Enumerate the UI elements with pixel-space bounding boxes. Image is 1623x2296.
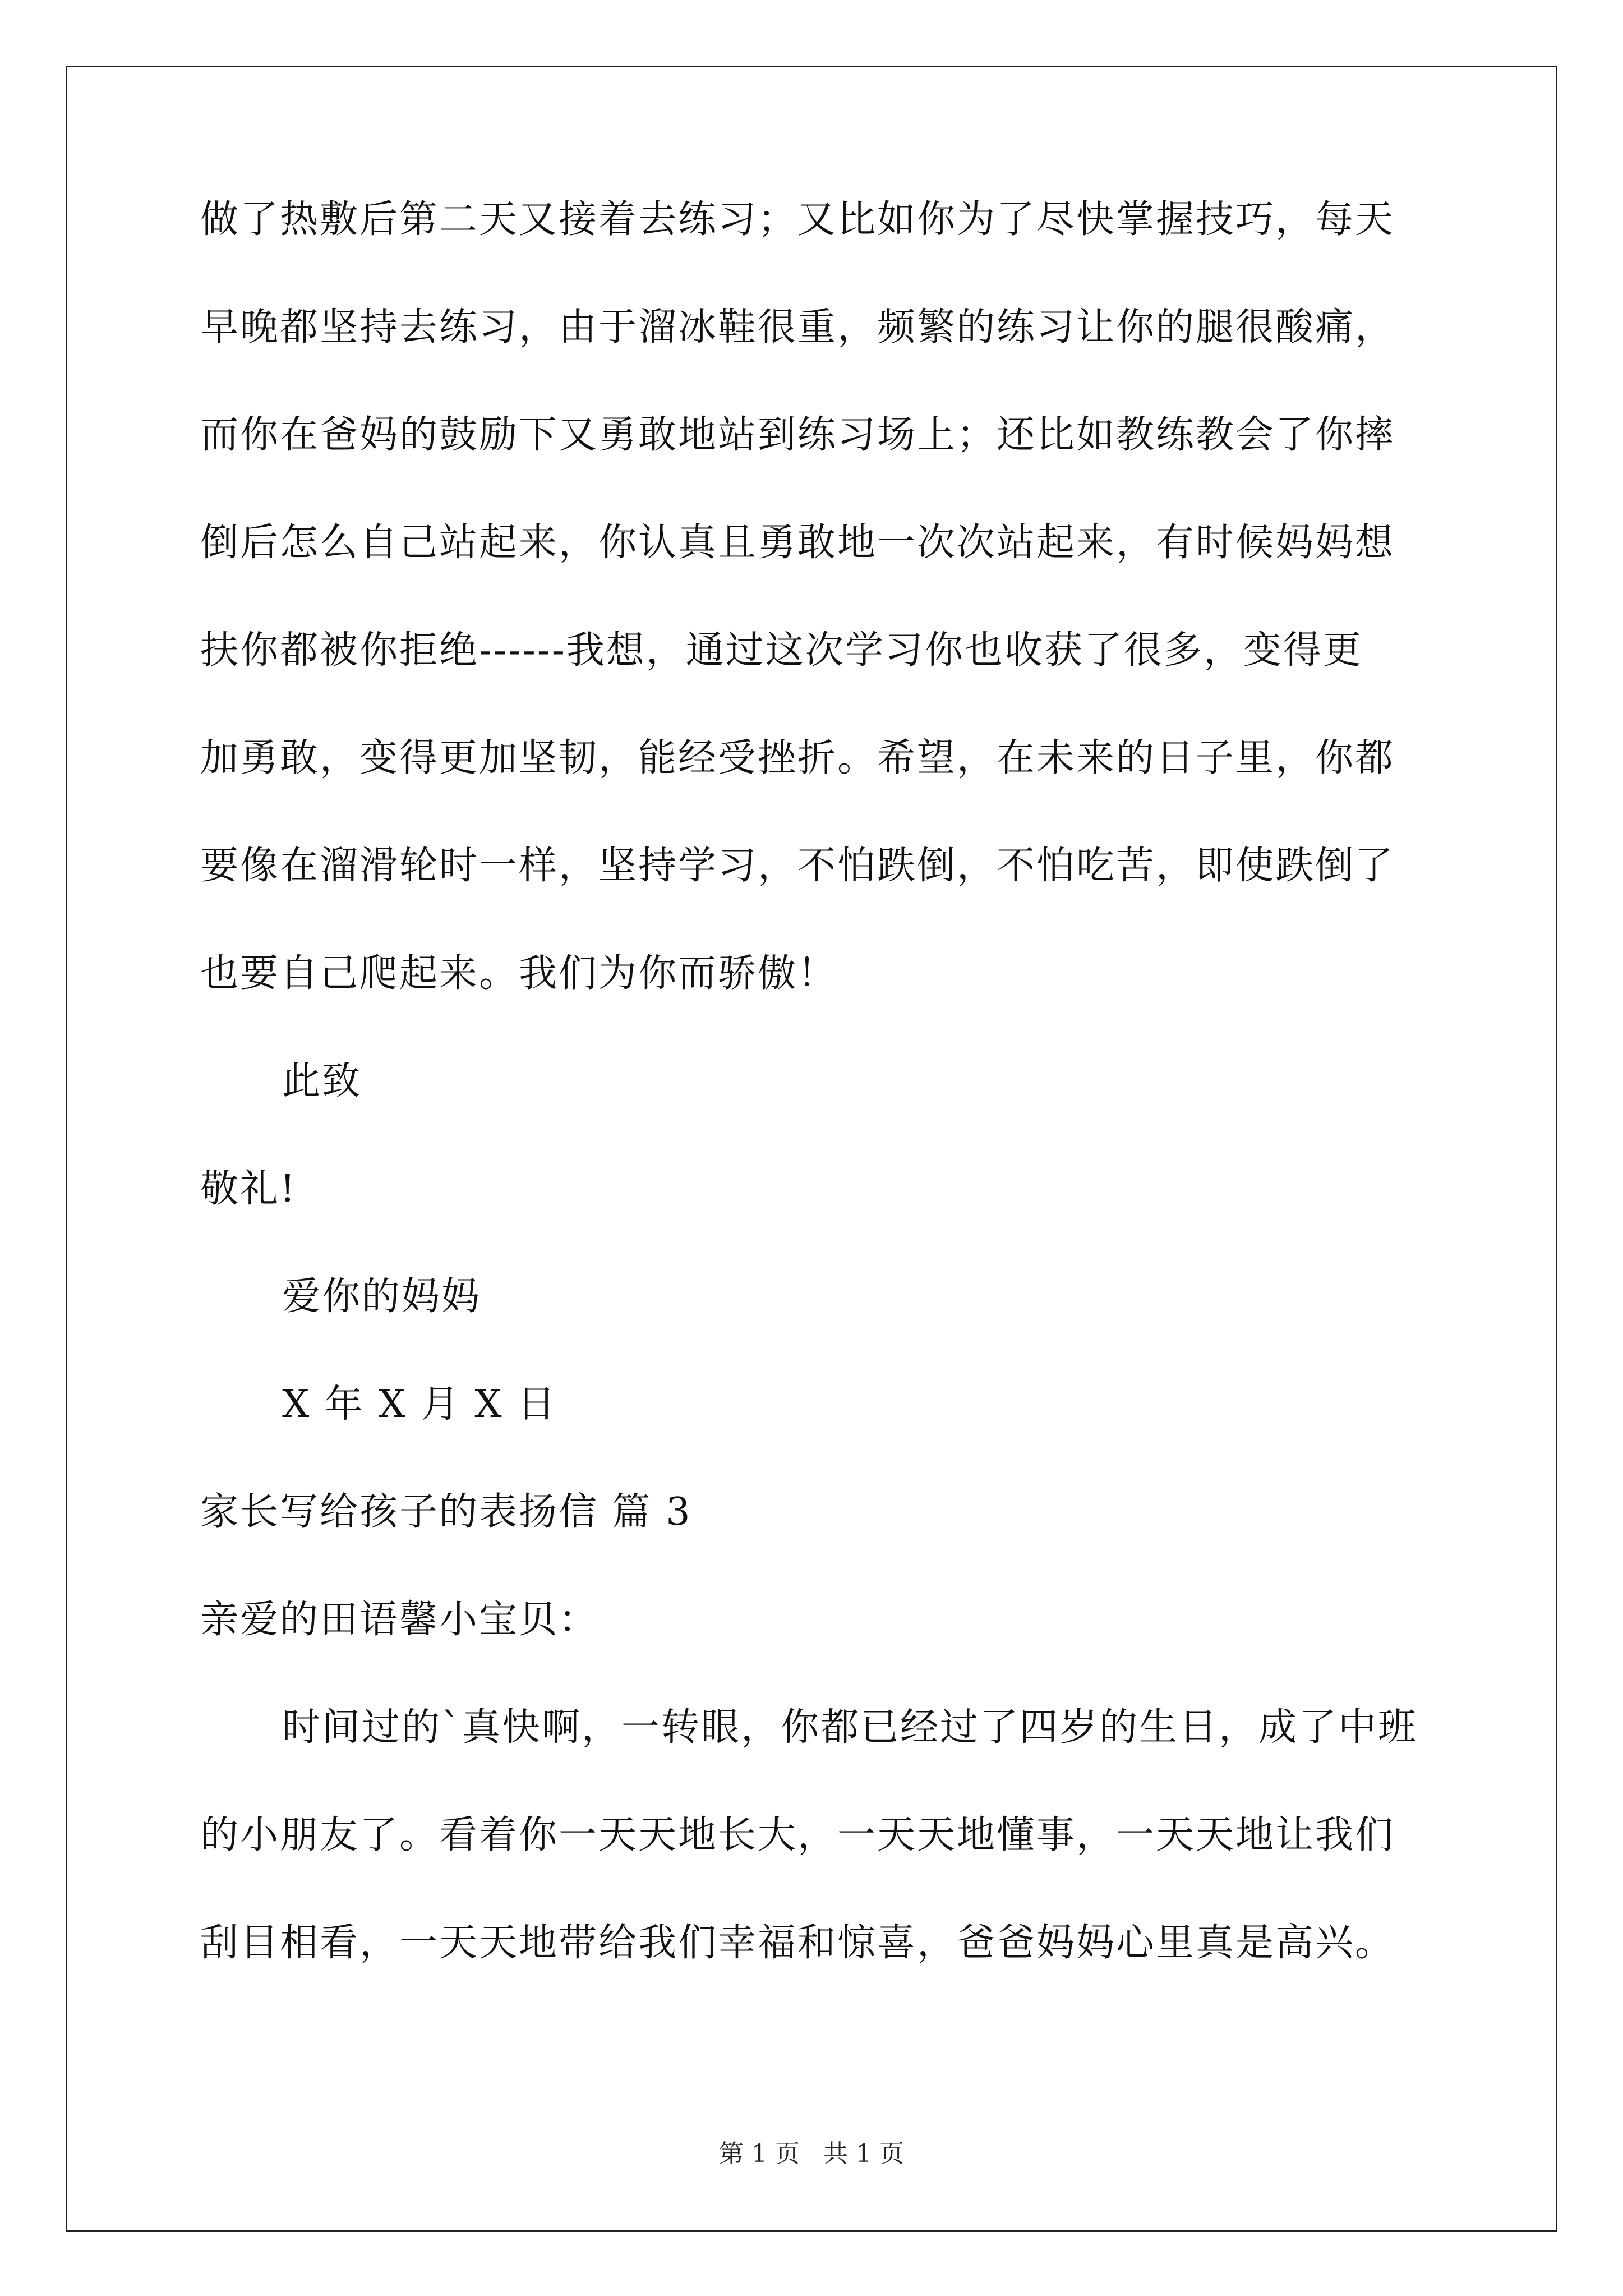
body-line: 早晚都坚持去练习，由于溜冰鞋很重，频繁的练习让你的腿很酸痛， (200, 305, 1395, 349)
body-line: 扶你都被你拒绝------我想，通过这次学习你也收获了很多，变得更 (200, 628, 1363, 673)
greeting: 亲爱的田语馨小宝贝： (200, 1598, 599, 1642)
body-line: 时间过的`真快啊，一转眼，你都已经过了四岁的生日，成了中班 (282, 1705, 1418, 1750)
body-line: 要像在溜滑轮时一样，坚持学习，不怕跌倒，不怕吃苦，即使跌倒了 (200, 844, 1395, 888)
signature: 爱你的妈妈 (282, 1274, 482, 1319)
body-line: 也要自己爬起来。我们为你而骄傲！ (200, 951, 838, 996)
section-heading: 家长写给孩子的表扬信 篇 3 (200, 1490, 692, 1534)
body-line: 刮目相看，一天天地带给我们幸福和惊喜，爸爸妈妈心里真是高兴。 (200, 1921, 1395, 1965)
body-line: 加勇敢，变得更加坚韧，能经受挫折。希望，在未来的日子里，你都 (200, 736, 1395, 780)
body-line: 倒后怎么自己站起来，你认真且勇敢地一次次站起来，有时候妈妈想 (200, 521, 1395, 565)
body-line: 而你在爸妈的鼓励下又勇敢地站到练习场上；还比如教练教会了你摔 (200, 413, 1395, 457)
closing-salutation: 此致 (282, 1059, 362, 1103)
page-footer: 第 1 页 共 1 页 (719, 2139, 904, 2168)
body-line: 的小朋友了。看着你一天天地长大，一天天地懂事，一天天地让我们 (200, 1813, 1395, 1857)
closing-regards: 敬礼! (200, 1167, 297, 1211)
date-line: X 年 X 月 X 日 (282, 1382, 557, 1427)
body-line: 做了热敷后第二天又接着去练习；又比如你为了尽快掌握技巧，每天 (200, 197, 1395, 242)
document-body (200, 197, 1434, 2032)
